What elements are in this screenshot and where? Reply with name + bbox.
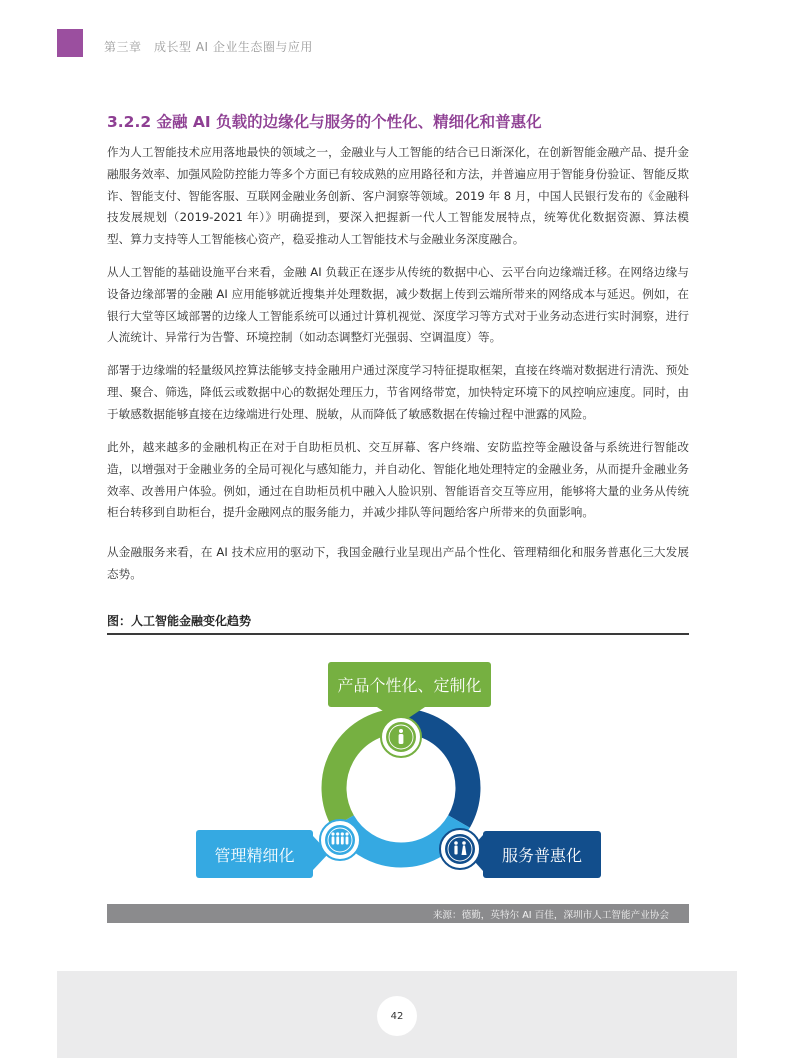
figure-source xyxy=(107,904,689,923)
figure-title: 图：人工智能金融变化趋势 xyxy=(107,614,252,628)
section-title: 3.2.2 金融 AI 负载的边缘化与服务的个性化、精细化和普惠化 xyxy=(107,113,542,131)
couple-people-icon xyxy=(440,829,480,869)
paragraph-3: 部署于边缘端的轻量级风控算法能够支持金融用户通过深度学习特征提取框架，直接在终端对数据进行清洗、预处理、聚合、筛选，降低云或数据中心的数据处理压力，节省网络带宽，加快特定环境下的风控响应速度。同时，由于敏感数据能够直接在边缘端进行处理、脱敏，从而降低了敏感数据在传输过程中泄露的风险。 xyxy=(107,363,689,421)
label-service-inclusive: 服务普惠化 xyxy=(483,831,601,878)
single-person-icon xyxy=(381,717,421,757)
paragraph-1: 作为人工智能技术应用落地最快的领域之一，金融业与人工智能的结合已日渐深化，在创新智能金融产品、提升金融服务效率、加强风险防控能力等多个方面已有较成熟的应用路径和方法，并普遍应用于智能身份验证、智能反欺诈、智能支付、智能客服、互联网金融业务创新、客户洞察等领域。2019 年 8 月，中国人民银行发布的《金融科技发展规划（2019-2021 年）》明确提到，要深入把握新一代人工智能发展特点，统筹优化数据资源、算法模型、算力支持等人工智能核心资产，稳妥推动人工智能技术与金融业务深度融合。 xyxy=(107,145,689,247)
chapter-color-block xyxy=(57,29,83,57)
paragraph-4: 此外，越来越多的金融机构正在对于自助柜员机、交互屏幕、客户终端、安防监控等金融设备与系统进行智能改造，以增强对于金融业务的全局可视化与感知能力，并自动化、智能化地处理特定的金融业务，从而提升金融业务效率、改善用户体验。例如，通过在自助柜员机中融入人脸识别、智能语音交互等应用，能够将大量的业务从传统柜台转移到自助柜台，提升金融网点的服务能力，并减少排队等问题给客户所带来的负面影响。 xyxy=(107,440,689,520)
paragraph-2: 从人工智能的基础设施平台来看，金融 AI 负载正在逐步从传统的数据中心、云平台向边缘端迁移。在网络边缘与设备边缘部署的金融 AI 应用能够就近搜集并处理数据，减少数据上传到云端所带来的网络成本与延迟。例如，在银行大堂等区域部署的边缘人工智能系统可以通过计算机视觉、深度学习等方式对于业务动态进行实时洞察，进行人流统计、异常行为告警、环境控制（如动态调整灯光强弱、空调温度）等。 xyxy=(107,265,689,345)
figure-source-text: 来源：德勤，英特尔 AI 百佳，深圳市人工智能产业协会 xyxy=(432,909,669,921)
figure-title-rule xyxy=(107,633,689,635)
trend-diagram xyxy=(107,645,689,900)
label-management-refinement: 管理精细化 xyxy=(196,830,313,878)
label-product-personalization: 产品个性化、定制化 xyxy=(328,662,491,707)
page-number: 42 xyxy=(390,1010,404,1022)
chapter-header: 第三章 成长型 AI 企业生态圈与应用 xyxy=(104,40,313,54)
group-people-icon xyxy=(320,820,360,860)
page-number-badge xyxy=(377,996,417,1036)
paragraph-5: 从金融服务来看，在 AI 技术应用的驱动下，我国金融行业呈现出产品个性化、管理精细化和服务普惠化三大发展态势。 xyxy=(107,545,689,581)
